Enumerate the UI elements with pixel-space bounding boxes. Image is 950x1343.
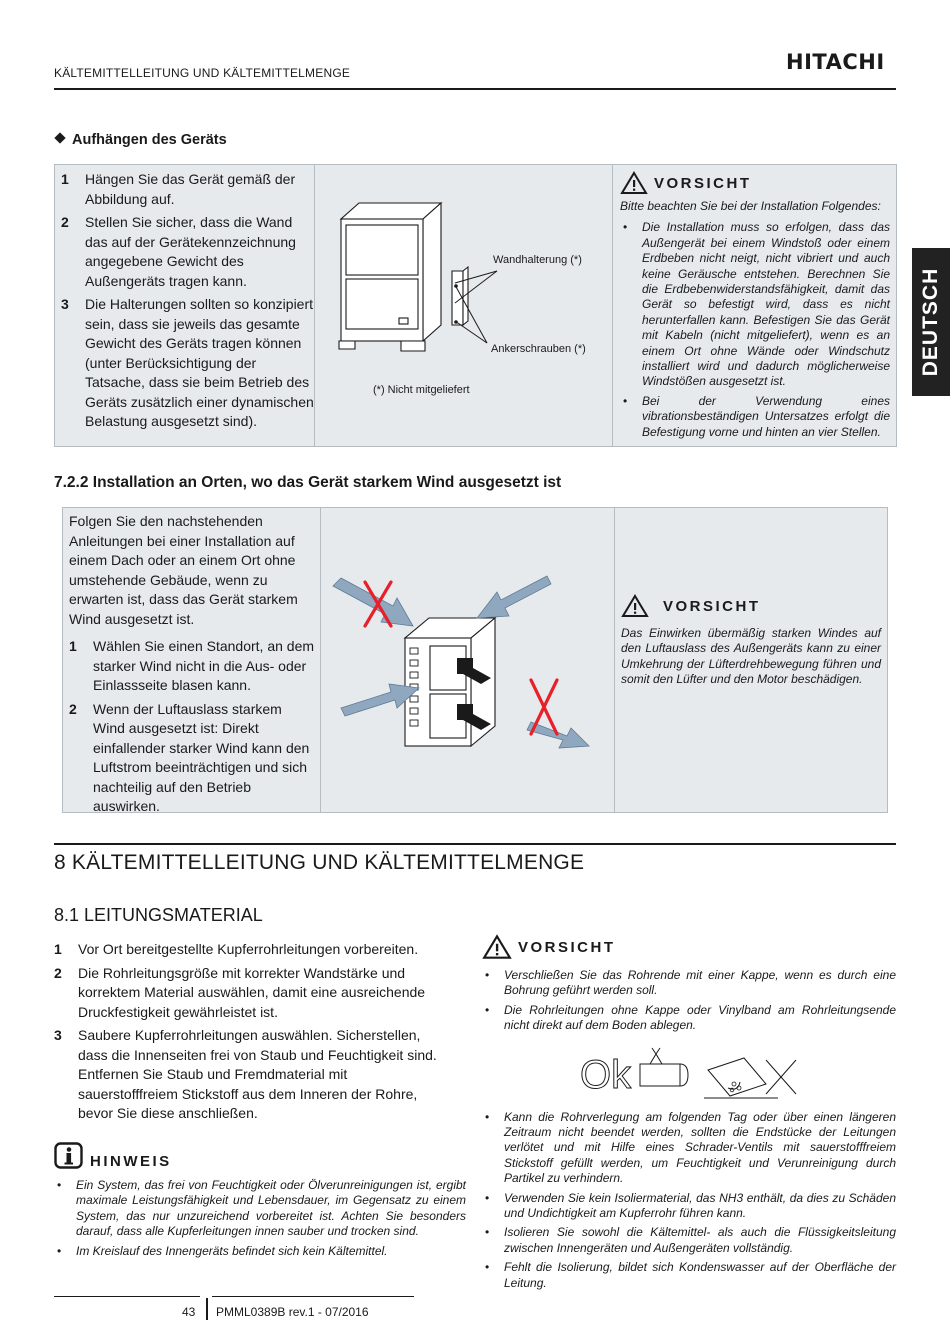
hanging-box <box>54 164 897 447</box>
list-item: 1 Hängen Sie das Gerät gemäß der Abbildung auf. <box>61 171 296 207</box>
side-tab-label: DEUTSCH <box>919 267 942 377</box>
list-item: • Verwenden Sie kein Isoliermaterial, das NH3 enthält, da dies zu Schäden und Undichtigkeit am Kupferrohr führen kann. <box>482 1191 896 1222</box>
wind-text-cell <box>63 508 321 812</box>
note-block <box>54 1142 466 1263</box>
wind-steps <box>69 637 316 817</box>
caution-title: VORSICHT <box>621 594 881 618</box>
footer-rule-left <box>54 1296 200 1297</box>
caution-list-a <box>482 968 896 1034</box>
wind-section-heading: 7.2.2 Installation an Orten, wo das Gerät starkem Wind ausgesetzt ist <box>54 474 562 491</box>
wall-mount-illustration <box>315 165 613 446</box>
wind-direction-illustration <box>321 508 615 812</box>
list-item: • Im Kreislauf des Innengeräts befindet sich kein Kältemittel. <box>54 1244 466 1259</box>
hanging-heading <box>54 132 227 148</box>
running-header-title: KÄLTEMITTELLEITUNG UND KÄLTEMITTELMENGE <box>54 66 351 80</box>
warning-triangle-icon <box>620 171 648 195</box>
list-item: • Verschließen Sie das Rohrende mit einer Kappe, wenn es durch eine Bohrung geführt werden soll. <box>482 968 896 999</box>
piping-steps-block <box>54 940 450 1128</box>
warning-triangle-icon <box>482 934 512 960</box>
list-item: • Bei der Verwendung eines vibrationsbeständigen Untersatzes erfolgt die Befestigung vorne und hinten an vier Stellen. <box>620 394 890 440</box>
header-rule <box>54 88 896 90</box>
page-number: 43 <box>182 1305 196 1319</box>
list-item: 2 Stellen Sie sicher, dass die Wand das auf der Gerätekennzeichnung angegebene Gewicht des Außengeräts tragen kann. <box>61 214 296 289</box>
hanging-steps <box>61 170 314 432</box>
footer-divider <box>206 1298 208 1320</box>
list-item: 1 Vor Ort bereitgestellte Kupferrohrleitungen vorbereiten. <box>54 941 419 957</box>
caution-intro: Bitte beachten Sie bei der Installation Folgendes: <box>620 199 881 213</box>
document-code: PMML0389B rev.1 - 07/2016 <box>216 1305 369 1319</box>
list-item: • Die Installation muss so erfolgen, dass das Außengerät bei einem Windstoß oder einem Erdbeben nicht neigt, nicht vibriert und auch keine Geräusche entstehen. Berechnen Sie die Erdbebenwiderstandsfähigkeit, damit das Gerät so befestigt wird, dass es nicht herunterfallen kann. Befestigen Sie das Gerät mit Kabeln (nicht mitgeliefert), wenn es an einem Ort ohne Wände oder Windschutz installiert wird und dadurch möglicherweise Windstößen ausgesetzt ist. <box>620 220 890 389</box>
bolt-marker <box>454 320 458 324</box>
wind-caution-cell <box>615 508 887 812</box>
info-icon <box>54 1142 84 1170</box>
bolts-label: Ankerschrauben (*) <box>491 343 586 355</box>
note-list <box>54 1178 466 1259</box>
hanging-figure-cell <box>315 165 613 446</box>
bolt-marker <box>454 284 458 288</box>
list-item: • Ein System, das frei von Feuchtigkeit oder Ölverunreinigungen ist, ergibt maximale Leistungsfähigkeit und Lebensdauer, im Gegensatz zu einem System, das nur unzureichend vorbereitet ist. Achten Sie besonders darauf, dass alle Kupferleitungen innen sauber und trocken sind. <box>54 1178 466 1240</box>
diamond-bullet-icon <box>54 132 65 143</box>
piping-caution-block <box>482 934 896 1295</box>
bracket-label: Wandhalterung (*) <box>493 254 582 266</box>
list-item: • Isolieren Sie sowohl die Kältemittel- als auch die Flüssigkeitsleitung zwischen Innengeräten und Außengeräten vollständig. <box>482 1225 896 1256</box>
not-supplied-note: (*) Nicht mitgeliefert <box>373 384 470 396</box>
caution-title: VORSICHT <box>482 934 896 960</box>
list-item: • Die Rohrleitungen ohne Kappe oder Vinylband am Rohrleitungsende nicht direkt auf dem Boden ablegen. <box>482 1003 896 1034</box>
hanging-caution-cell <box>613 165 896 446</box>
list-item: • Kann die Rohrverlegung am folgenden Tag oder über einen längeren Zeitraum nicht beendet werden, sollten die Endstücke der Leitungen verlötet und mit Hilfe eines Schrader-Ventils mit sauerstofffreiem Stickstoff gefüllt werden, um Feuchtigkeit und Verunreinigung durch Partikel zu verhindern. <box>482 1110 896 1187</box>
list-item: 2 Wenn der Luftauslass starkem Wind ausgesetzt ist: Direkt einfallender starker Wind kann den Luftstrom beeinträchtigen und sich nachteilig auf den Betrieb auswirken. <box>69 700 310 814</box>
list-item: 3 Die Halterungen sollten so konzipiert sein, dass sie jeweils das gesamte Gewicht des Geräts tragen können (unter Berücksichtigung der Tatsache, dass sie beim Betrieb des Geräts zusätzlich einer dynamischen Belastung ausgesetzt sind). <box>61 296 314 429</box>
footer-rule-right <box>212 1296 414 1297</box>
wind-figure-cell <box>321 508 615 812</box>
caution-list <box>620 220 890 440</box>
caution-title: VORSICHT <box>620 171 890 195</box>
pipe-cap-figure <box>482 1040 896 1104</box>
chapter-title: 8 KÄLTEMITTELLEITUNG UND KÄLTEMITTELMENGE <box>54 851 585 874</box>
pipe-end-illustration <box>482 1040 896 1104</box>
note-title: HINWEIS <box>54 1142 466 1170</box>
piping-steps <box>54 940 450 1124</box>
hanging-steps-cell <box>55 165 315 446</box>
list-item: • Fehlt die Isolierung, bildet sich Kondenswasser auf der Oberfläche der Leitung. <box>482 1260 896 1291</box>
list-item: 1 Wählen Sie einen Standort, an dem starker Wind nicht in die Aus- oder Einlassseite blasen kann. <box>69 638 315 693</box>
hanging-heading-text: Aufhängen des Geräts <box>72 132 227 148</box>
caution-list-b <box>482 1110 896 1291</box>
wind-caution-text: Das Einwirken übermäßig starken Windes auf den Luftauslass des Außengeräts kann zu einer Umkehrung der Lüfterdrehbewegung führen und somit den Lüfter und den Motor beschädigen. <box>621 626 881 687</box>
warning-triangle-icon <box>621 594 649 618</box>
wind-box <box>62 507 888 813</box>
list-item: 3 Saubere Kupferrohrleitungen auswählen. Sicherstellen, dass die Innenseiten frei von Staub und Feuchtigkeit sind. Entfernen Sie Staub und Fremdmaterial mit sauerstofffreiem Stickstoff aus dem Inneren der Rohre, bevor Sie diese anschließen. <box>54 1027 437 1121</box>
ok-label: Ok <box>580 1052 632 1097</box>
language-side-tab <box>912 248 950 396</box>
list-item: 2 Die Rohrleitungsgröße mit korrekter Wandstärke und korrektem Material auswählen, damit eine ausreichende Druckfestigkeit gewährleistet ist. <box>54 964 426 1020</box>
section-title: 8.1 LEITUNGSMATERIAL <box>54 905 263 925</box>
hitachi-logo: HITACHI <box>786 50 885 74</box>
chapter-rule <box>54 843 896 845</box>
wind-intro: Folgen Sie den nachstehenden Anleitungen bei einer Installation auf einem Dach oder an einem Ort ohne umstehende Gebäude, wenn zu erwarten ist, dass das Gerät starkem Wind ausgesetzt ist. <box>69 513 298 627</box>
